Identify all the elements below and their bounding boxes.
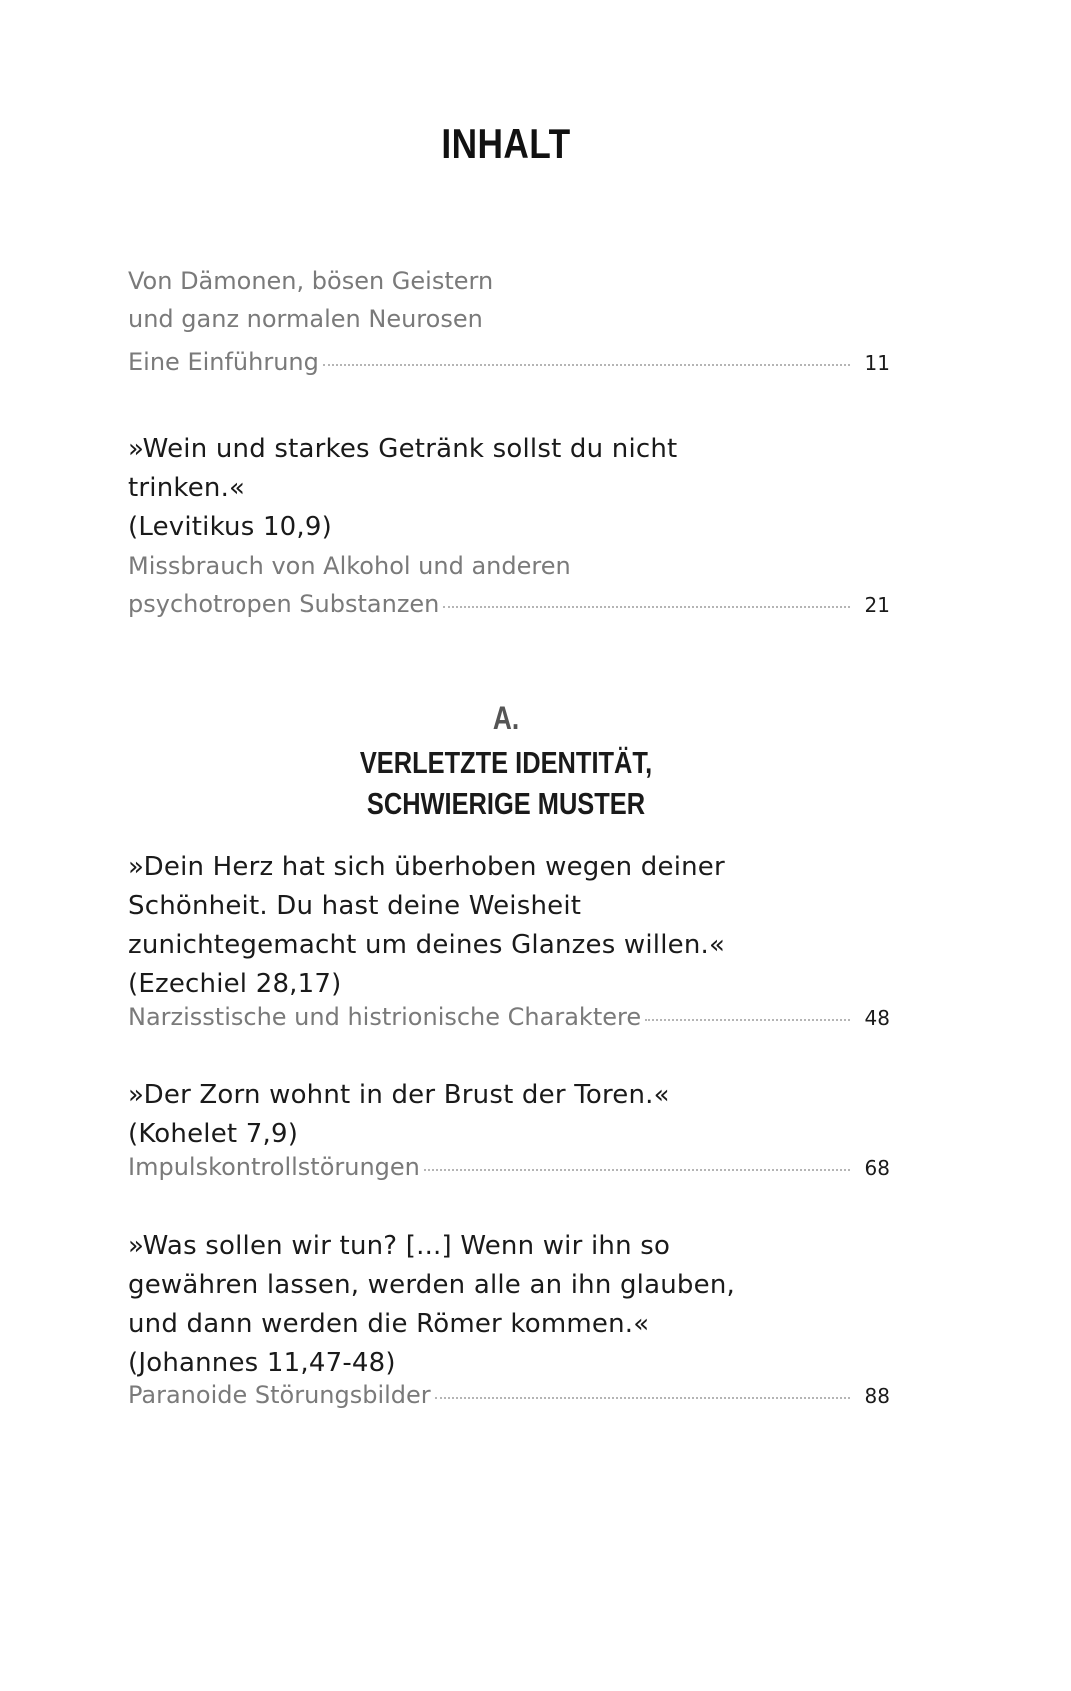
toc-entry-intro bbox=[128, 262, 890, 338]
page-number: 68 bbox=[864, 1156, 890, 1180]
quote-line: zunichtegemacht um deines Glanzes willen.« bbox=[128, 930, 726, 960]
section-letter: A. bbox=[492, 700, 520, 736]
entry-subtitle-line: und ganz normalen Neurosen bbox=[128, 305, 483, 333]
toc-entry-levitikus bbox=[128, 430, 890, 585]
toc-line-text: Paranoide Störungsbilder bbox=[128, 1381, 431, 1409]
quote-line: trinken.« bbox=[128, 473, 246, 503]
page-title: INHALT bbox=[441, 120, 571, 167]
toc-line-text: psychotropen Substanzen bbox=[128, 590, 440, 618]
page-number: 88 bbox=[864, 1384, 890, 1408]
quote-reference: (Johannes 11,47-48) bbox=[128, 1348, 396, 1378]
quote-line: und dann werden die Römer kommen.« bbox=[128, 1309, 650, 1339]
toc-line-text: Impulskontrollstörungen bbox=[128, 1153, 420, 1181]
quote-line: »Wein und starkes Getränk sollst du nicht bbox=[128, 434, 678, 464]
page-number: 21 bbox=[864, 593, 890, 617]
section-title-line: VERLETZTE IDENTITÄT, bbox=[359, 745, 653, 780]
quote-reference: (Ezechiel 28,17) bbox=[128, 969, 342, 999]
page-number: 48 bbox=[864, 1006, 890, 1030]
quote-line: »Dein Herz hat sich überhoben wegen deiner bbox=[128, 852, 725, 882]
quote-reference: (Levitikus 10,9) bbox=[128, 512, 332, 542]
toc-entry-kohelet bbox=[128, 1076, 890, 1154]
quote-line: »Was sollen wir tun? [...] Wenn wir ihn so bbox=[128, 1231, 671, 1261]
section-title-line: SCHWIERIGE MUSTER bbox=[366, 786, 646, 821]
toc-entry-ezechiel bbox=[128, 848, 890, 1004]
quote-reference: (Kohelet 7,9) bbox=[128, 1119, 299, 1149]
toc-line-entry3[interactable] bbox=[128, 1153, 890, 1181]
quote-line: gewähren lassen, werden alle an ihn glauben, bbox=[128, 1270, 735, 1300]
toc-line-entry4[interactable] bbox=[128, 1381, 890, 1409]
toc-line-entry2[interactable] bbox=[128, 1003, 890, 1031]
toc-line-text: Narzisstische und histrionische Charaktere bbox=[128, 1003, 642, 1031]
quote-line: Schönheit. Du hast deine Weisheit bbox=[128, 891, 582, 921]
quote-line: »Der Zorn wohnt in der Brust der Toren.« bbox=[128, 1080, 670, 1110]
entry-subtitle-line: Missbrauch von Alkohol und anderen bbox=[128, 552, 571, 580]
page-number: 11 bbox=[864, 351, 890, 375]
dot-leader bbox=[443, 606, 850, 608]
dot-leader bbox=[645, 1019, 850, 1021]
toc-entry-johannes bbox=[128, 1227, 890, 1383]
entry-subtitle-line: Von Dämonen, bösen Geistern bbox=[128, 267, 494, 295]
toc-line-entry1[interactable] bbox=[128, 590, 890, 618]
toc-line-text: Eine Einführung bbox=[128, 348, 319, 376]
toc-line-intro[interactable] bbox=[128, 348, 890, 376]
dot-leader bbox=[424, 1169, 850, 1171]
dot-leader bbox=[435, 1397, 850, 1399]
dot-leader bbox=[323, 364, 850, 366]
